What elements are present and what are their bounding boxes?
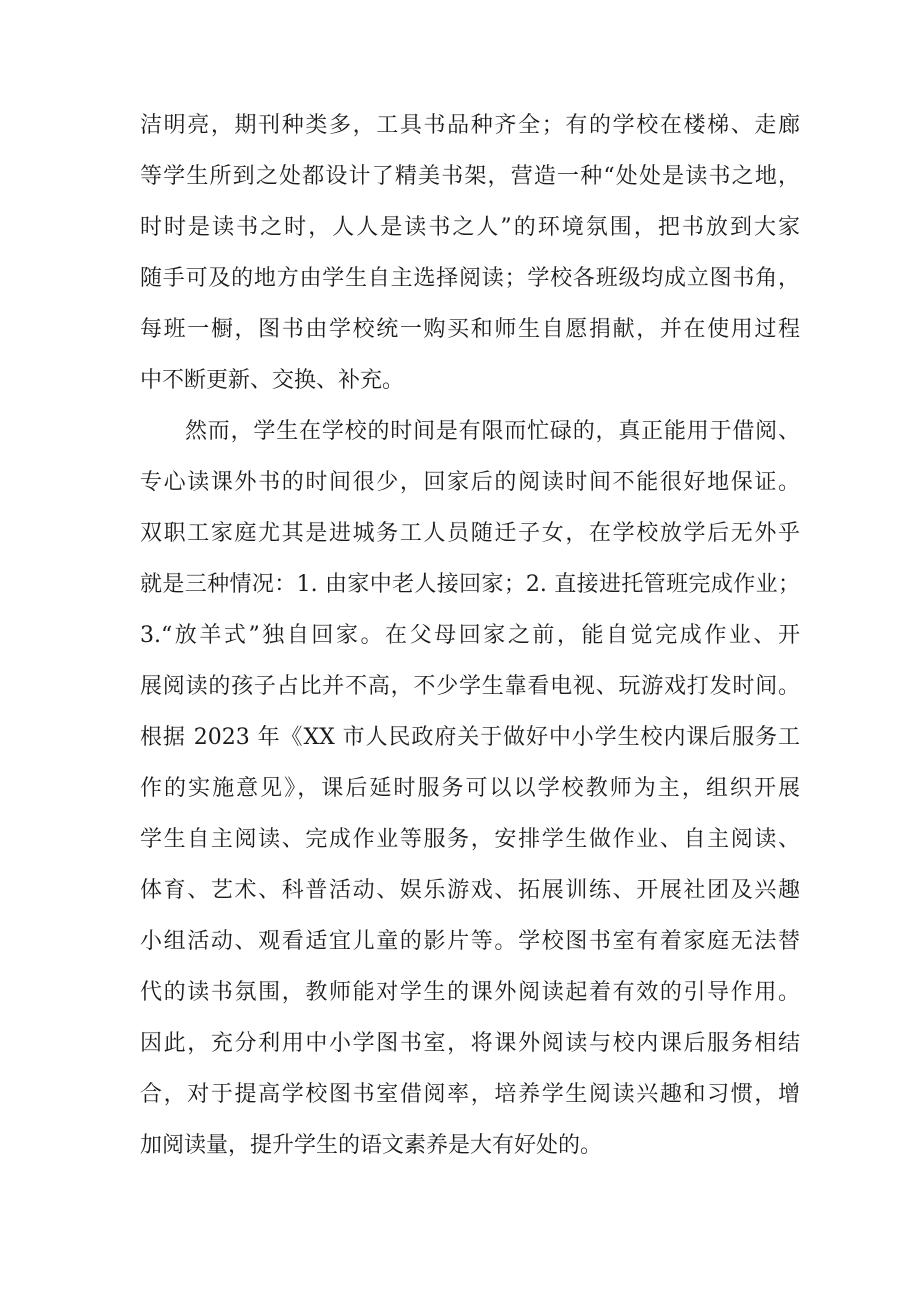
text-line: 根据 2023 年《XX 市人民政府关于做好中小学生校内课后服务工 [140,725,800,750]
text-line: 3.“放羊式”独自回家。在父母回家之前，能自觉完成作业、开 [140,623,800,648]
text-line: 专心读课外书的时间很少，回家后的阅读时间不能很好地保证。 [140,470,800,495]
paragraph-first-line: 然而，学生在学校的时间是有限而忙碌的，真正能用于借阅、 [185,419,800,444]
text-line: 合，对于提高学校图书室借阅率，培养学生阅读兴趣和习惯，增 [140,1082,800,1107]
text-line: 作的实施意见》，课后延时服务可以以学校教师为主，组织开展 [140,776,800,801]
text-line: 双职工家庭尤其是进城务工人员随迁子女，在学校放学后无外乎 [140,521,800,546]
text-line: 中不断更新、交换、补充。 [140,368,405,393]
text-line: 学生自主阅读、完成作业等服务，安排学生做作业、自主阅读、 [140,827,800,852]
text-line: 就是三种情况：1. 由家中老人接回家；2. 直接进托管班完成作业； [140,572,800,597]
text-line: 每班一橱，图书由学校统一购买和师生自愿捐献，并在使用过程 [140,317,800,342]
text-line: 加阅读量，提升学生的语文素养是大有好处的。 [140,1133,603,1158]
text-line: 展阅读的孩子占比并不高，不少学生靠看电视、玩游戏打发时间。 [140,674,800,699]
text-line: 代的读书氛围，教师能对学生的课外阅读起着有效的引导作用。 [140,980,800,1005]
text-line: 时时是读书之时，人人是读书之人”的环境氛围，把书放到大家 [140,215,800,240]
text-line: 随手可及的地方由学生自主选择阅读；学校各班级均成立图书角， [140,266,800,291]
text-line: 等学生所到之处都设计了精美书架，营造一种“处处是读书之地， [140,164,800,189]
text-line: 洁明亮，期刊种类多，工具书品种齐全；有的学校在楼梯、走廊 [140,113,800,138]
text-line: 因此，充分利用中小学图书室，将课外阅读与校内课后服务相结 [140,1031,800,1056]
text-line: 体育、艺术、科普活动、娱乐游戏、拓展训练、开展社团及兴趣 [140,878,800,903]
text-line: 小组活动、观看适宜儿童的影片等。学校图书室有着家庭无法替 [140,929,800,954]
